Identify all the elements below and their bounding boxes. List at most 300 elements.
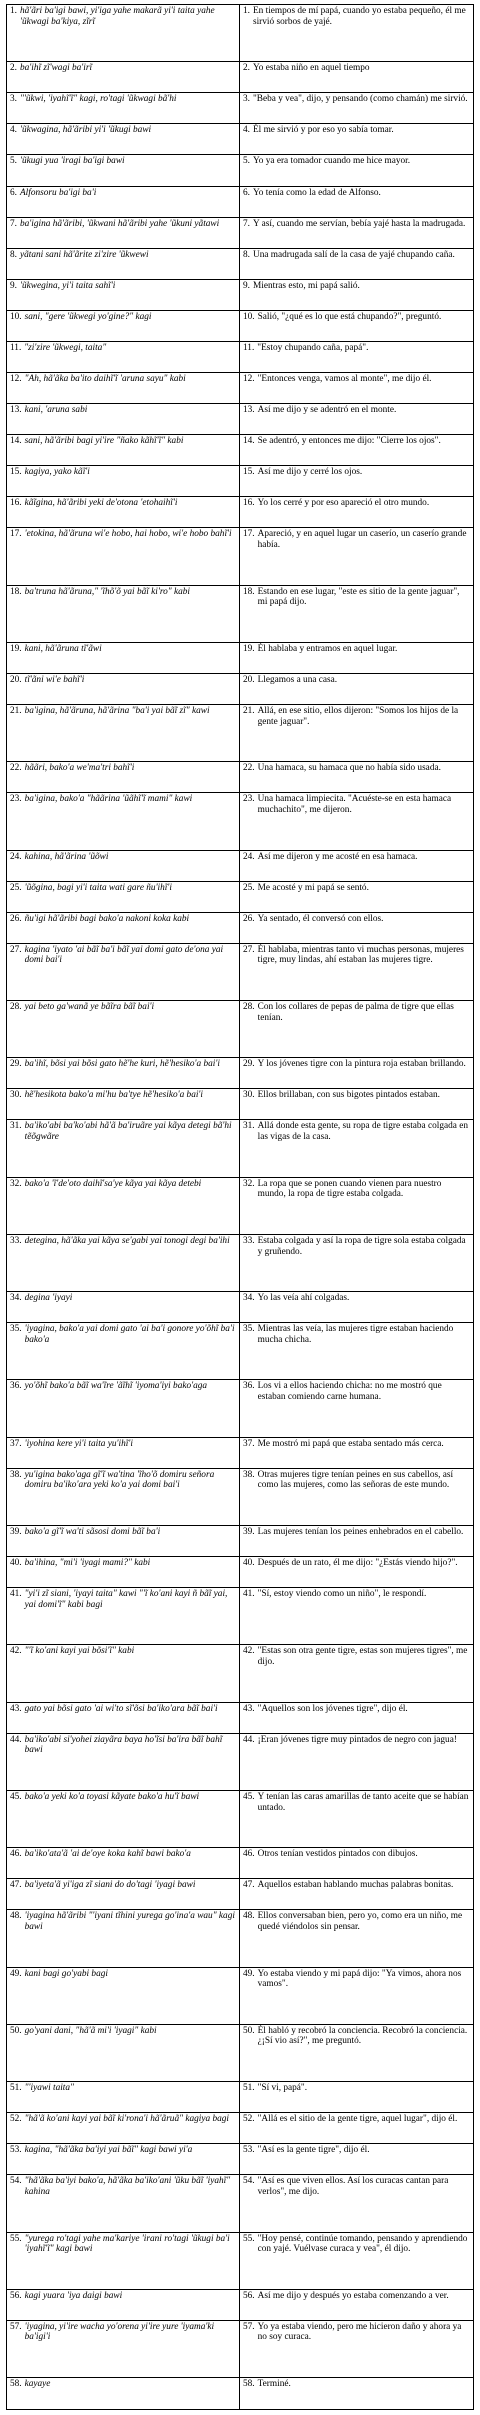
original-text: 'ũkwagina, hã'ãribi yi'i 'ũkugi bawi bbox=[19, 125, 152, 136]
translation-text: Los vi a ellos haciendo chicha: no me mostró que estaban comiendo carne humana. bbox=[257, 1381, 442, 1403]
translation-text: Así me dijo y cerré los ojos. bbox=[257, 467, 363, 478]
original-text-cell bbox=[7, 466, 240, 497]
line-number: 1. bbox=[243, 6, 250, 16]
line-number: 17. bbox=[10, 529, 22, 540]
line-number: 13. bbox=[10, 405, 22, 416]
original-text-cell bbox=[7, 585, 240, 642]
line-number: 16. bbox=[243, 498, 255, 509]
original-text-cell bbox=[7, 2144, 240, 2175]
translation-text: Yo las veía ahí colgadas. bbox=[257, 1293, 350, 1304]
translation-text: Ya sentado, él conversó con ellos. bbox=[257, 913, 384, 924]
original-text-cell bbox=[7, 435, 240, 466]
original-text: "yi'i zĩ siani, 'iyayi taita" kawi "'ĩ ko'ani kayi ñ bãĩ yai, yai domi'ĩ" kabi bagi bbox=[24, 1589, 228, 1610]
original-text: 'ũõgina, bagi yi'i taita wati gare ñu'ihĩ'i bbox=[24, 882, 172, 893]
translation-cell bbox=[240, 1588, 474, 1645]
table-row bbox=[7, 1058, 474, 1089]
translation-cell bbox=[240, 466, 474, 497]
table-row bbox=[7, 62, 474, 93]
line-number: 7. bbox=[10, 218, 17, 229]
line-number: 49. bbox=[10, 1968, 22, 1979]
line-number: 7. bbox=[243, 218, 250, 229]
translation-text: "Estas son otra gente tigre, estas son mujeres tigres", me dijo. bbox=[257, 1646, 468, 1667]
original-text-cell bbox=[7, 373, 240, 404]
line-number: 46. bbox=[243, 1849, 255, 1860]
original-text: gato yai bõsi gato 'ai wi'to sĩ'õsi ba'iko'ara bãĩ bai'i bbox=[24, 1703, 218, 1714]
translation-text: Estando en ese lugar, "este es sitio de la gente jaguar", mi papá dijo. bbox=[257, 586, 460, 608]
line-number: 34. bbox=[243, 1293, 255, 1304]
table-row bbox=[7, 1967, 474, 2024]
line-number: 5. bbox=[10, 156, 17, 167]
line-number: 29. bbox=[243, 1059, 255, 1070]
translation-text: Terminé. bbox=[257, 2379, 291, 2390]
table-row bbox=[7, 373, 474, 404]
original-text-cell bbox=[7, 850, 240, 881]
line-number: 3. bbox=[243, 94, 250, 105]
line-number: 50. bbox=[10, 2025, 22, 2036]
translation-cell bbox=[240, 1790, 474, 1847]
translation-text: Yo estaba viendo y mi papá dijo: "Ya vimos, ahora nos vamos". bbox=[257, 1968, 462, 1990]
line-number: 2. bbox=[10, 63, 17, 74]
translation-text: ¡Eran jóvenes tigre muy pintados de negro con jagua! bbox=[257, 1734, 457, 1745]
original-text: "'ĩ ko'ani kayi yai bõsi'ĩ" kabi bbox=[24, 1646, 135, 1657]
original-text: 'ũkugi yua 'iragi ba'igi bawi bbox=[19, 156, 125, 167]
line-number: 54. bbox=[10, 2176, 22, 2187]
original-text: go'yani dani, "hã'ã mi'i 'iyagi" kabi bbox=[24, 2025, 157, 2036]
translation-cell bbox=[240, 2113, 474, 2144]
translation-text: Una madrugada salí de la casa de yajé chupando caña. bbox=[252, 249, 455, 260]
original-text-cell bbox=[7, 124, 240, 155]
line-number: 21. bbox=[243, 706, 255, 717]
table-row bbox=[7, 1089, 474, 1120]
translation-text: Una hamaca limpiecita. "Acuéste-se en esta hamaca muchachito", me dijeron. bbox=[257, 794, 452, 815]
line-number: 45. bbox=[10, 1791, 22, 1802]
line-number: 4. bbox=[243, 125, 250, 136]
translation-cell bbox=[240, 2289, 474, 2320]
line-number: 38. bbox=[243, 1469, 255, 1480]
table-row bbox=[7, 93, 474, 124]
original-text: "'ũkwi, 'iyahĩ'ĩ" kagi, ro'tagi 'ũkwagi bã'hi bbox=[19, 94, 177, 105]
original-text-cell bbox=[7, 1058, 240, 1089]
translation-text: Y así, cuando me servían, bebía yajé hasta la madrugada. bbox=[252, 218, 466, 229]
original-text-cell bbox=[7, 1910, 240, 1967]
line-number: 4. bbox=[10, 125, 17, 136]
original-text-cell bbox=[7, 943, 240, 1000]
original-text: yo'õhĩ bako'a bãĩ wa'ĩre 'ãĩhĩ 'iyoma'iyi bako'aga bbox=[24, 1381, 208, 1392]
original-text-cell bbox=[7, 1588, 240, 1645]
original-text-cell bbox=[7, 2320, 240, 2377]
original-text-cell bbox=[7, 2113, 240, 2144]
table-row bbox=[7, 404, 474, 435]
original-text: kahina, hã'ãrina 'ũõwi bbox=[24, 851, 109, 862]
original-text: kani bagi go'yabi bagi bbox=[24, 1968, 108, 1979]
original-text: 'iyagina hã'ãribi "'iyani tĩhini yurega go'ina'a wau" kagi bawi bbox=[24, 1911, 235, 1932]
original-text: ba'igina hã'ãribi, 'ũkwani hã'ãribi yahe 'ũkuni yãtawi bbox=[19, 218, 220, 229]
original-text: kagiya, yako kãĩ'i bbox=[24, 467, 90, 478]
translation-cell bbox=[240, 5, 474, 62]
line-number: 6. bbox=[10, 187, 17, 198]
translation-cell bbox=[240, 310, 474, 341]
line-number: 47. bbox=[10, 1880, 22, 1891]
original-text: ba'iko'ata'ã 'ai de'oye koka kahĩ bawi bako'a bbox=[24, 1849, 191, 1860]
translation-cell bbox=[240, 1234, 474, 1291]
line-number: 57. bbox=[10, 2321, 22, 2332]
translation-cell bbox=[240, 1733, 474, 1790]
translation-cell bbox=[240, 528, 474, 585]
translation-text: Apareció, y en aquel lugar un caserío, un caserío grande había. bbox=[257, 529, 467, 550]
translation-text: Me mostró mi papá que estaba sentado más cerca. bbox=[257, 1438, 444, 1449]
translation-cell bbox=[240, 642, 474, 673]
translation-cell bbox=[240, 1910, 474, 1967]
original-text: yai beto ga'wanã ye bãĩra bãĩ bai'i bbox=[24, 1002, 155, 1013]
original-text: degina 'iyayi bbox=[24, 1293, 73, 1304]
translation-cell bbox=[240, 2378, 474, 2410]
bilingual-text-table bbox=[6, 4, 474, 2410]
line-number: 19. bbox=[243, 643, 255, 654]
translation-text: "Sí vi, papá". bbox=[257, 2083, 308, 2094]
translation-cell bbox=[240, 1437, 474, 1468]
original-text-cell bbox=[7, 1526, 240, 1557]
translation-text: Él hablaba, mientras tanto vi muchas personas, mujeres tigre, muy lindas, ahí estaban las mujeres tigre. bbox=[257, 944, 464, 966]
translation-cell bbox=[240, 279, 474, 310]
translation-text: Él me sirvió y por eso yo sabía tomar. bbox=[252, 125, 394, 136]
original-text-cell bbox=[7, 1234, 240, 1291]
translation-text: Allá, en ese sitio, ellos dijeron: "Somos los hijos de la gente jaguar". bbox=[257, 706, 459, 727]
original-text: "Ah, hã'ãka ba'ito daihĩ'ĩ 'aruna sayu" kabi bbox=[24, 374, 186, 385]
table-row bbox=[7, 673, 474, 704]
line-number: 44. bbox=[243, 1734, 255, 1745]
table-row bbox=[7, 1526, 474, 1557]
original-text-cell bbox=[7, 1380, 240, 1437]
original-text-cell bbox=[7, 705, 240, 762]
table-row bbox=[7, 435, 474, 466]
original-text-cell bbox=[7, 1879, 240, 1910]
line-number: 17. bbox=[243, 529, 255, 540]
line-number: 15. bbox=[243, 467, 255, 478]
original-text-cell bbox=[7, 881, 240, 912]
table-row bbox=[7, 585, 474, 642]
line-number: 40. bbox=[10, 1558, 22, 1569]
original-text-cell bbox=[7, 1089, 240, 1120]
original-text: ba'iyeta'ã yi'iga zĩ siani do do'tagi 'iyagi bawi bbox=[24, 1880, 196, 1891]
line-number: 25. bbox=[10, 882, 22, 893]
translation-cell bbox=[240, 62, 474, 93]
original-text-cell bbox=[7, 2232, 240, 2289]
translation-text: Así me dijo y se adentró en el monte. bbox=[257, 405, 397, 416]
original-text-cell bbox=[7, 93, 240, 124]
original-text: bako'a gĩ'ĩ wa'ti sãsosi domi bãĩ ba'i bbox=[24, 1527, 161, 1537]
original-text: hã'ãri ba'igi bawi, yi'iga yahe makarã yi'i taita yahe 'ũkwagi ba'kiya, zĩrĩ bbox=[19, 6, 215, 27]
translation-cell bbox=[240, 1380, 474, 1437]
table-row bbox=[7, 1468, 474, 1525]
table-row bbox=[7, 497, 474, 528]
original-text-cell bbox=[7, 497, 240, 528]
original-text-cell bbox=[7, 1177, 240, 1234]
line-number: 13. bbox=[243, 405, 255, 416]
original-text: 'ũkwegina, yi'i taita sahĩ'i bbox=[19, 280, 116, 291]
line-number: 3. bbox=[10, 94, 17, 105]
translation-text: Yo tenía como la edad de Alfonso. bbox=[252, 187, 381, 198]
original-text: kagina, "hã'ãka ba'iyi yai bãĩ" kagi bawi yi'a bbox=[24, 2145, 193, 2156]
table-row bbox=[7, 1120, 474, 1177]
line-number: 44. bbox=[10, 1734, 22, 1745]
line-number: 38. bbox=[10, 1469, 22, 1480]
translation-text: Yo ya estaba viendo, pero me hicieron daño y ahora ya no soy curaca. bbox=[257, 2321, 462, 2343]
table-row bbox=[7, 1380, 474, 1437]
line-number: 2. bbox=[243, 63, 250, 74]
original-text-cell bbox=[7, 155, 240, 186]
line-number: 5. bbox=[243, 156, 250, 167]
line-number: 23. bbox=[10, 794, 22, 805]
translation-text: "Así es que viven ellos. Así los curacas cantan para verlos", me dijo. bbox=[257, 2176, 449, 2197]
translation-cell bbox=[240, 497, 474, 528]
translation-cell bbox=[240, 1120, 474, 1177]
table-row bbox=[7, 1790, 474, 1847]
translation-text: "Así es la gente tigre", dijo él. bbox=[257, 2145, 370, 2156]
original-text-cell bbox=[7, 341, 240, 372]
original-text: 'iyagina, yi'ire wacha yo'orena yi'ire yure 'iyama'ki ba'igi'i bbox=[24, 2321, 215, 2343]
line-number: 53. bbox=[10, 2145, 22, 2156]
original-text: ba'ihĩ, bõsi yai bõsi gato hẽ'he kuri, hẽ'hesiko'a bai'i bbox=[24, 1059, 220, 1070]
translation-cell bbox=[240, 762, 474, 793]
translation-text: Ellos conversaban bien, pero yo, como era un niño, me quedé viéndolos sin pensar. bbox=[257, 1911, 463, 1932]
line-number: 11. bbox=[10, 342, 22, 353]
translation-text: Aquellos estaban hablando muchas palabras bonitas. bbox=[257, 1880, 454, 1891]
original-text-cell bbox=[7, 279, 240, 310]
line-number: 20. bbox=[10, 674, 22, 685]
line-number: 55. bbox=[10, 2233, 22, 2244]
line-number: 55. bbox=[243, 2233, 255, 2244]
line-number: 35. bbox=[10, 1324, 22, 1335]
original-text-cell bbox=[7, 2024, 240, 2081]
translation-text: Yo ya era tomador cuando me hice mayor. bbox=[252, 156, 411, 167]
original-text-cell bbox=[7, 186, 240, 217]
line-number: 30. bbox=[10, 1090, 22, 1101]
original-text-cell bbox=[7, 1967, 240, 2024]
original-text-cell bbox=[7, 1323, 240, 1380]
line-number: 54. bbox=[243, 2176, 255, 2187]
translation-cell bbox=[240, 341, 474, 372]
translation-text: Él habló y recobró la conciencia. Recobró la conciencia. ¿¡Sí vio así?", me preguntó. bbox=[257, 2025, 468, 2047]
line-number: 24. bbox=[243, 851, 255, 862]
translation-cell bbox=[240, 93, 474, 124]
line-number: 43. bbox=[243, 1703, 255, 1714]
table-row bbox=[7, 1848, 474, 1879]
line-number: 35. bbox=[243, 1324, 255, 1335]
line-number: 18. bbox=[243, 586, 255, 597]
line-number: 9. bbox=[10, 280, 17, 291]
original-text-cell bbox=[7, 2289, 240, 2320]
table-row bbox=[7, 2144, 474, 2175]
line-number: 39. bbox=[243, 1527, 255, 1537]
translation-cell bbox=[240, 2024, 474, 2081]
original-text: 'iyohina kere yi'i taita yu'ihĩ'i bbox=[24, 1438, 133, 1449]
original-text: 'etokina, hã'ãruna wi'e hobo, hai hobo, wi'e hobo bahĩ'i bbox=[24, 529, 232, 540]
original-text: detegina, hã'ãka yai kãya se'gabi yai tonogi degi ba'ihi bbox=[24, 1235, 230, 1246]
original-text: ba'igina, hã'ãruna, hã'ãrina "ba'i yai bãĩ zĩ" kawi bbox=[24, 706, 210, 717]
translation-cell bbox=[240, 1058, 474, 1089]
line-number: 33. bbox=[10, 1235, 22, 1246]
translation-text: Las mujeres tenían los peines enhebrados en el cabello. bbox=[257, 1527, 464, 1537]
translation-cell bbox=[240, 1557, 474, 1588]
translation-text: "Beba y vea", dijo, y pensando (como chamán) me sirvió. bbox=[252, 94, 468, 105]
original-text-cell bbox=[7, 2175, 240, 2232]
line-number: 12. bbox=[243, 374, 255, 385]
original-text-cell bbox=[7, 248, 240, 279]
line-number: 22. bbox=[243, 763, 255, 774]
table-row bbox=[7, 186, 474, 217]
translation-cell bbox=[240, 435, 474, 466]
table-row bbox=[7, 912, 474, 943]
translation-cell bbox=[240, 2320, 474, 2377]
translation-text: Allá donde esta gente, su ropa de tigre estaba colgada en las vigas de la casa. bbox=[257, 1121, 469, 1143]
line-number: 58. bbox=[10, 2379, 22, 2390]
line-number: 18. bbox=[10, 586, 22, 597]
line-number: 37. bbox=[243, 1438, 255, 1449]
line-number: 16. bbox=[10, 498, 22, 509]
line-number: 32. bbox=[243, 1178, 255, 1189]
line-number: 43. bbox=[10, 1703, 22, 1714]
translation-cell bbox=[240, 1645, 474, 1702]
line-number: 48. bbox=[243, 1911, 255, 1922]
original-text: ba'iko'abi ba'ko'abi hã'ã ba'iruãre yai kãya detegi bã'hi tẽõgwãre bbox=[24, 1121, 232, 1143]
translation-cell bbox=[240, 1967, 474, 2024]
table-row bbox=[7, 2232, 474, 2289]
original-text: Alfonsoru ba'igi ba'i bbox=[19, 187, 97, 198]
translation-text: "Allá es el sitio de la gente tigre, aquel lugar", dijo él. bbox=[257, 2114, 458, 2125]
translation-cell bbox=[240, 850, 474, 881]
line-number: 8. bbox=[243, 249, 250, 260]
original-text: ba'ihina, "mi'i 'iyagi mami?" kabi bbox=[24, 1558, 151, 1569]
translation-text: La ropa que se ponen cuando vienen para nuestro mundo, la ropa de tigre estaba colgada. bbox=[257, 1178, 442, 1200]
table-row bbox=[7, 1437, 474, 1468]
original-text-cell bbox=[7, 793, 240, 850]
original-text: sani, hã'ãribi bagi yi'ire "ñako kãhĩ'ĩ" kabi bbox=[24, 436, 184, 447]
table-row bbox=[7, 1323, 474, 1380]
original-text: "'iyawi taita" bbox=[24, 2083, 74, 2094]
table-row bbox=[7, 2320, 474, 2377]
table-row bbox=[7, 310, 474, 341]
table-row bbox=[7, 642, 474, 673]
line-number: 21. bbox=[10, 706, 22, 717]
original-text: sani, "gere 'ũkwegi yo'gine?" kagi bbox=[24, 311, 152, 322]
line-number: 31. bbox=[10, 1121, 22, 1132]
original-text: ba'iko'abi si'yohei ziayãra baya ho'ĩsi ba'ira bãĩ bahĩ bawi bbox=[24, 1734, 223, 1756]
table-row bbox=[7, 1177, 474, 1234]
translation-text: Así me dijo y después yo estaba comenzando a ver. bbox=[257, 2290, 449, 2301]
line-number: 10. bbox=[10, 311, 22, 322]
original-text: kani, 'aruna sabi bbox=[24, 405, 88, 416]
line-number: 28. bbox=[10, 1002, 22, 1013]
translation-text: Así me dijeron y me acosté en esa hamaca. bbox=[257, 851, 418, 862]
table-row bbox=[7, 1733, 474, 1790]
translation-text: Salió, "¿qué es lo que está chupando?", preguntó. bbox=[257, 311, 442, 322]
line-number: 52. bbox=[243, 2114, 255, 2125]
translation-cell bbox=[240, 1702, 474, 1733]
table-row bbox=[7, 943, 474, 1000]
translation-text: Una hamaca, su hamaca que no había sido usada. bbox=[257, 763, 441, 774]
original-text-cell bbox=[7, 528, 240, 585]
line-number: 26. bbox=[243, 913, 255, 924]
line-number: 14. bbox=[243, 436, 255, 447]
translation-text: Me acosté y mi papá se sentó. bbox=[257, 882, 369, 893]
line-number: 9. bbox=[243, 280, 250, 291]
translation-cell bbox=[240, 673, 474, 704]
original-text: kani, hã'ãruna tĩ'ãwi bbox=[24, 643, 102, 654]
line-number: 20. bbox=[243, 674, 255, 685]
translation-text: Y los jóvenes tigre con la pintura roja estaban brillando. bbox=[257, 1059, 466, 1070]
original-text-cell bbox=[7, 2378, 240, 2410]
original-text: ba'igina, bako'a "hããrina 'ũãhĩ'ĩ mami" kawi bbox=[24, 794, 193, 805]
table-row bbox=[7, 2024, 474, 2081]
original-text-cell bbox=[7, 1001, 240, 1058]
original-text-cell bbox=[7, 217, 240, 248]
translation-cell bbox=[240, 793, 474, 850]
line-number: 25. bbox=[243, 882, 255, 893]
line-number: 24. bbox=[10, 851, 22, 862]
original-text: ba'truna hã'ãruna," 'ĩhõ'õ yai bãĩ ki'ro" kabi bbox=[24, 586, 190, 597]
translation-text: Él hablaba y entramos en aquel lugar. bbox=[257, 643, 398, 654]
line-number: 58. bbox=[243, 2379, 255, 2390]
table-row bbox=[7, 1588, 474, 1645]
original-text-cell bbox=[7, 1645, 240, 1702]
translation-text: "Hoy pensé, continúe tomando, pensando y aprendiendo con yajé. Vuélvase curaca y vea", él dijo. bbox=[257, 2233, 468, 2255]
original-text: kagi yuara 'iya daigi bawi bbox=[24, 2290, 123, 2301]
translation-text: "Entonces venga, vamos al monte", me dijo él. bbox=[257, 374, 432, 385]
original-text: hẽ'hesikota bako'a mi'hu ba'tye hẽ'hesiko'a bai'i bbox=[24, 1090, 204, 1101]
original-text-cell bbox=[7, 1557, 240, 1588]
original-text-cell bbox=[7, 404, 240, 435]
original-text-cell bbox=[7, 1790, 240, 1847]
line-number: 32. bbox=[10, 1178, 22, 1189]
line-number: 8. bbox=[10, 249, 17, 260]
original-text-cell bbox=[7, 2082, 240, 2113]
line-number: 40. bbox=[243, 1558, 255, 1569]
translation-cell bbox=[240, 155, 474, 186]
original-text: ba'ihĩ zĩ'wagi ba'irĩ bbox=[19, 63, 93, 74]
translation-cell bbox=[240, 2232, 474, 2289]
line-number: 39. bbox=[10, 1527, 22, 1537]
original-text: 'iyagina, bako'a yai domi gato 'ai ba'i gonore yo'õhĩ ba'i bako'a bbox=[24, 1324, 235, 1345]
translation-cell bbox=[240, 1323, 474, 1380]
line-number: 36. bbox=[10, 1381, 22, 1392]
line-number: 50. bbox=[243, 2025, 255, 2036]
table-body bbox=[7, 5, 474, 2410]
table-row bbox=[7, 2378, 474, 2410]
translation-cell bbox=[240, 1848, 474, 1879]
translation-cell bbox=[240, 1292, 474, 1323]
line-number: 27. bbox=[10, 944, 22, 955]
original-text-cell bbox=[7, 762, 240, 793]
line-number: 42. bbox=[10, 1646, 22, 1657]
table-row bbox=[7, 762, 474, 793]
line-number: 48. bbox=[10, 1911, 22, 1922]
original-text: bako'a yeki ko'a toyasi kãyate bako'a hu'ĩ bawi bbox=[24, 1791, 200, 1802]
translation-text: Otras mujeres tigre tenían peines en sus cabellos, así como las mujeres, como las señoras de este mundo. bbox=[257, 1469, 454, 1491]
table-row bbox=[7, 217, 474, 248]
translation-text: Llegamos a una casa. bbox=[257, 674, 338, 685]
line-number: 36. bbox=[243, 1381, 255, 1392]
original-text: ñu'igi hã'ãribi bagi bako'a nakoni koka kabi bbox=[24, 913, 190, 924]
translation-cell bbox=[240, 1001, 474, 1058]
original-text: kayaye bbox=[24, 2379, 51, 2390]
line-number: 49. bbox=[243, 1968, 255, 1979]
original-text-cell bbox=[7, 1848, 240, 1879]
original-text-cell bbox=[7, 1702, 240, 1733]
line-number: 10. bbox=[243, 311, 255, 322]
original-text-cell bbox=[7, 62, 240, 93]
translation-text: Ellos brillaban, con sus bigotes pintados estaban. bbox=[257, 1090, 440, 1101]
line-number: 14. bbox=[10, 436, 22, 447]
